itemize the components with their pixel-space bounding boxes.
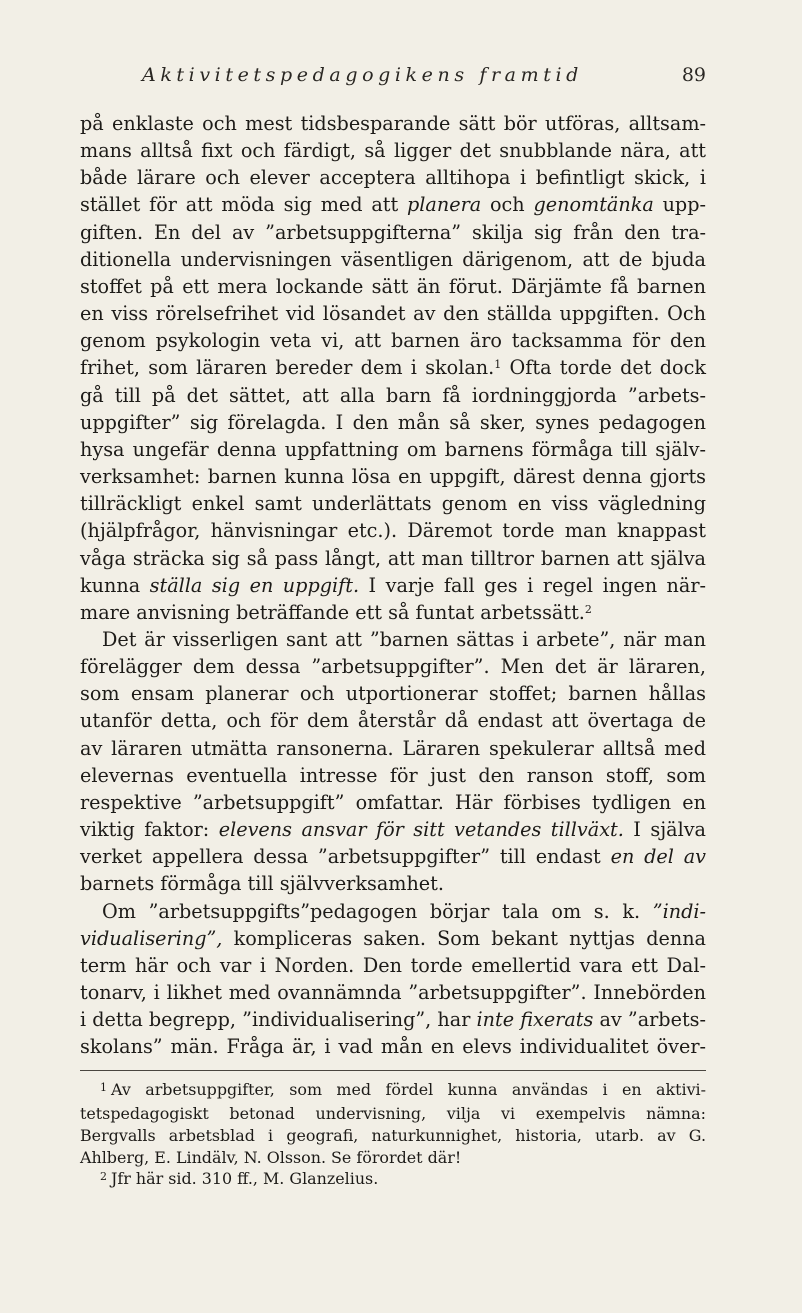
text-line: en viss rörelsefrihet vid lösandet av den ställda uppgiften. Och xyxy=(80,302,706,326)
text-line: skolans” män. Fråga är, i vad mån en elevs individualitet över- xyxy=(80,1035,706,1059)
book-page xyxy=(80,64,706,1192)
text-line: vidualisering”, kompliceras saken. Som bekant nyttjas denna xyxy=(80,926,706,950)
footnote-ref: 2 xyxy=(584,602,592,616)
text-line: viktig faktor: elevens ansvar för sitt vetandes tillväxt. I själva xyxy=(80,818,706,842)
text-line: ditionella undervisningen väsentligen därigenom, att de bjuda xyxy=(80,247,706,271)
footnote-line: tetspedagogiskt betonad undervisning, vilja vi exempelvis nämna: xyxy=(80,1104,706,1124)
text-line: giften. En del av ”arbetsuppgifterna” skilja sig från den tra- xyxy=(80,220,706,244)
text-line: frihet, som läraren bereder dem i skolan.$^1$ Ofta torde det dock xyxy=(80,356,706,380)
text-line: (hjälpfrågor, hänvisningar etc.). Däremot torde man knappast xyxy=(80,519,706,543)
text-line: uppgifter” sig förelagda. I den mån så sker, synes pedagogen xyxy=(80,410,706,434)
body-text xyxy=(80,110,706,1060)
text-line: tonarv, i likhet med ovannämnda ”arbetsuppgifter”. Innebörden xyxy=(80,981,706,1004)
footnotes xyxy=(80,1070,706,1192)
text-line: stoffet på ett mera lockande sätt än förut. Därjämte få barnen xyxy=(80,274,706,298)
footnote-mark: 2 xyxy=(100,1170,107,1184)
text-line: Det är visserligen sant att ”barnen sättas i arbete”, när man xyxy=(102,627,706,651)
text-line: i detta begrepp, ”individualisering”, har inte fixerats av ”arbets- xyxy=(80,1008,706,1032)
text-line: som ensam planerar och utportionerar stoffet; barnen hållas xyxy=(80,682,706,706)
text-line: både lärare och elever acceptera alltihopa i befintligt skick, i xyxy=(80,166,706,190)
text-line: verksamhet: barnen kunna lösa en uppgift, därest denna gjorts xyxy=(80,465,706,489)
text-line: Om ”arbetsuppgifts”pedagogen börjar tala om s. k. ”indi- xyxy=(102,899,706,923)
footnote-mark: 1 xyxy=(100,1081,107,1095)
text-line: av läraren utmätta ransonerna. Läraren spekulerar alltså med xyxy=(80,736,706,760)
text-line: gå till på det sättet, att alla barn få iordninggjorda ”arbets- xyxy=(80,383,706,407)
running-title: Aktivitetspedagogikens framtid xyxy=(142,64,583,86)
text-line: barnets förmåga till självverksamhet. xyxy=(80,872,444,896)
footnote-line: Bergvalls arbetsblad i geografi, naturkunnighet, historia, utarb. av G. xyxy=(80,1125,706,1145)
text-line: förelägger dem dessa ”arbetsuppgifter”. Men det är läraren, xyxy=(80,655,706,679)
footnote-line: Ahlberg, E. Lindälv, N. Olsson. Se förordet där! xyxy=(80,1147,462,1167)
page-number: 89 xyxy=(681,64,706,86)
footnote-line: $^1$ Av arbetsuppgifter, som med fördel kunna användas i en aktivi- xyxy=(100,1080,706,1100)
footnote-ref: 1 xyxy=(494,358,502,372)
text-line: hysa ungefär denna uppfattning om barnens förmåga till själv- xyxy=(80,437,706,461)
text-line: mare anvisning beträffande ett så funtat arbetssätt.$^2$ xyxy=(80,600,592,624)
text-line: mans alltså fixt och färdigt, så ligger det snubblande nära, att xyxy=(80,139,706,163)
text-line: verket appellera dessa ”arbetsuppgifter” till endast en del av xyxy=(80,845,707,869)
text-line: genom psykologin veta vi, att barnen äro tacksamma för den xyxy=(80,329,706,353)
text-line: på enklaste och mest tidsbesparande sätt bör utföras, alltsam- xyxy=(80,112,706,135)
text-line: term här och var i Norden. Den torde emellertid vara ett Dal- xyxy=(80,953,706,977)
text-line: stället för att möda sig med att planera och genomtänka upp- xyxy=(80,193,706,217)
text-line: utanför detta, och för dem återstår då endast att övertaga de xyxy=(80,709,706,733)
text-line: kunna ställa sig en uppgift. I varje fall ges i regel ingen när- xyxy=(80,573,706,597)
text-line: elevernas eventuella intresse för just den ranson stoff, som xyxy=(80,763,706,787)
running-head xyxy=(80,64,706,94)
text-line: våga sträcka sig så pass långt, att man tilltror barnen att själva xyxy=(80,546,706,570)
text-line: tillräckligt enkel samt underlättats genom en viss vägledning xyxy=(80,492,706,516)
footnote-line: $^2$ Jfr här sid. 310 ff., M. Glanzelius. xyxy=(100,1169,379,1189)
text-line: respektive ”arbetsuppgift” omfattar. Här förbises tydligen en xyxy=(80,790,706,814)
